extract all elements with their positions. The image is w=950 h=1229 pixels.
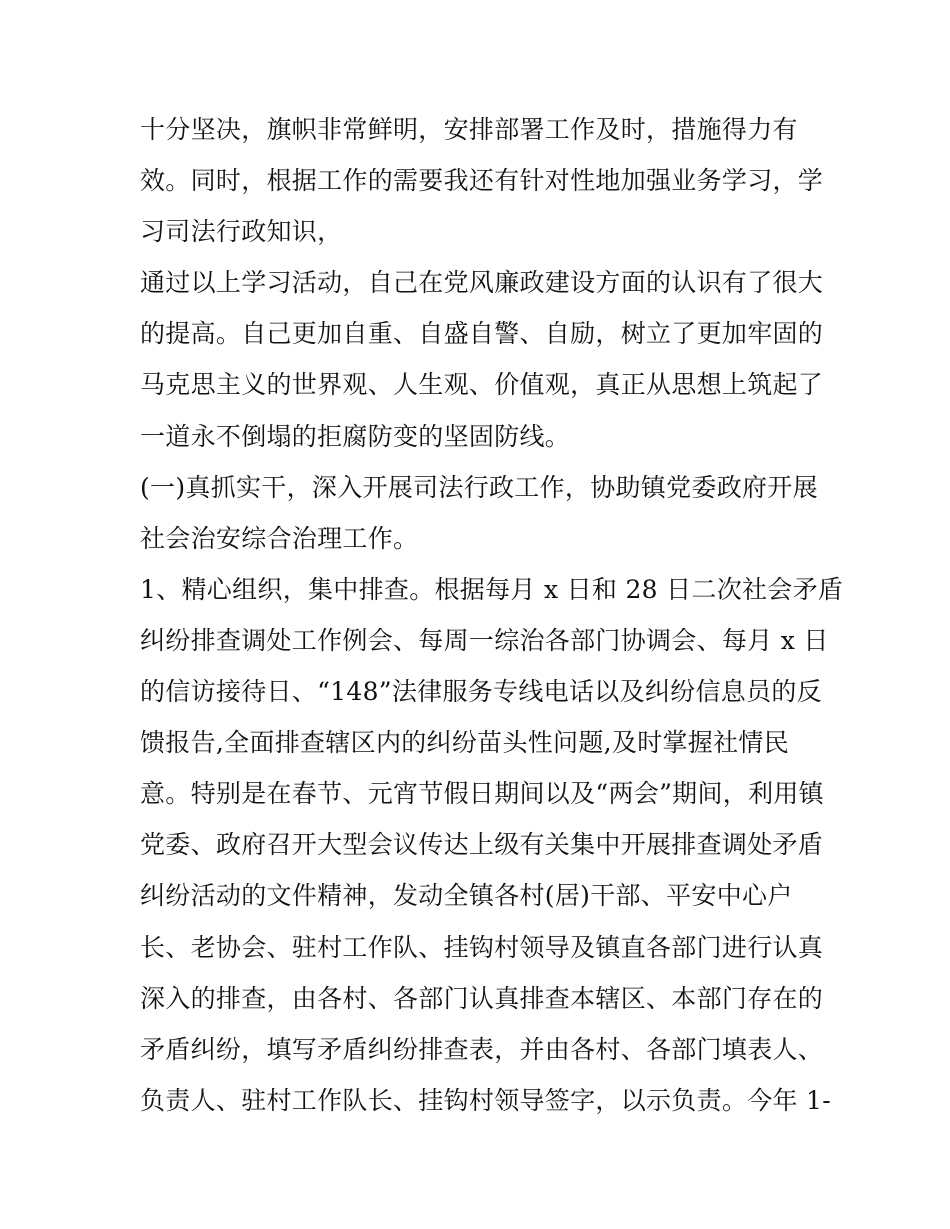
text-line-1: 十分坚决，旗帜非常鲜明，安排部署工作及时，措施得力有 — [140, 115, 798, 144]
text-line-13: 馈报告,全面排查辖区内的纠纷苗头性问题,及时掌握社情民 — [140, 728, 789, 758]
text-line-16: 纠纷活动的文件精神，发动全镇各村(居)干部、平安中心户 — [140, 881, 793, 911]
text-line-2: 效。同时，根据工作的需要我还有针对性地加强业务学习，学 — [140, 166, 824, 196]
text-line-4: 通过以上学习活动，自己在党风廉政建设方面的认识有了很大 — [140, 268, 824, 298]
text-line-3: 习司法行政知识， — [140, 217, 343, 247]
text-line-19: 矛盾纠纷，填写矛盾纠纷排查表，并由各村、各部门填表人、 — [140, 1034, 824, 1064]
text-line-7: 一道永不倒塌的拒腐防变的坚固防线。 — [140, 421, 571, 451]
body-text — [140, 110, 844, 1132]
text-line-14: 意。特别是在春节、元宵节假日期间以及“两会”期间，利用镇 — [140, 779, 824, 809]
text-line-5: 的提高。自己更加自重、自盛自警、自励，树立了更加牢固的 — [140, 319, 824, 349]
text-line-10: 1、精心组织，集中排查。根据每月 x 日和 28 日二次社会矛盾 — [140, 574, 844, 604]
text-line-15: 党委、政府召开大型会议传达上级有关集中开展排查调处矛盾 — [140, 830, 824, 860]
text-line-11: 纠纷排查调处工作例会、每周一综治各部门协调会、每月 x 日 — [140, 625, 829, 655]
text-line-12: 的信访接待日、“148”法律服务专线电话以及纠纷信息员的反 — [140, 677, 822, 707]
text-line-17: 长、老协会、驻村工作队、挂钩村领导及镇直各部门进行认真 — [140, 932, 824, 962]
text-line-20: 负责人、驻村工作队长、挂钩村领导签字，以示负责。今年 1- — [140, 1085, 832, 1115]
text-line-6: 马克思主义的世界观、人生观、价值观，真正从思想上筑起了 — [140, 370, 824, 400]
text-line-18: 深入的排查，由各村、各部门认真排查本辖区、本部门存在的 — [140, 983, 824, 1013]
text-line-9: 社会治安综合治理工作。 — [140, 523, 419, 553]
text-line-8: (一)真抓实干，深入开展司法行政工作，协助镇党委政府开展 — [140, 472, 818, 502]
